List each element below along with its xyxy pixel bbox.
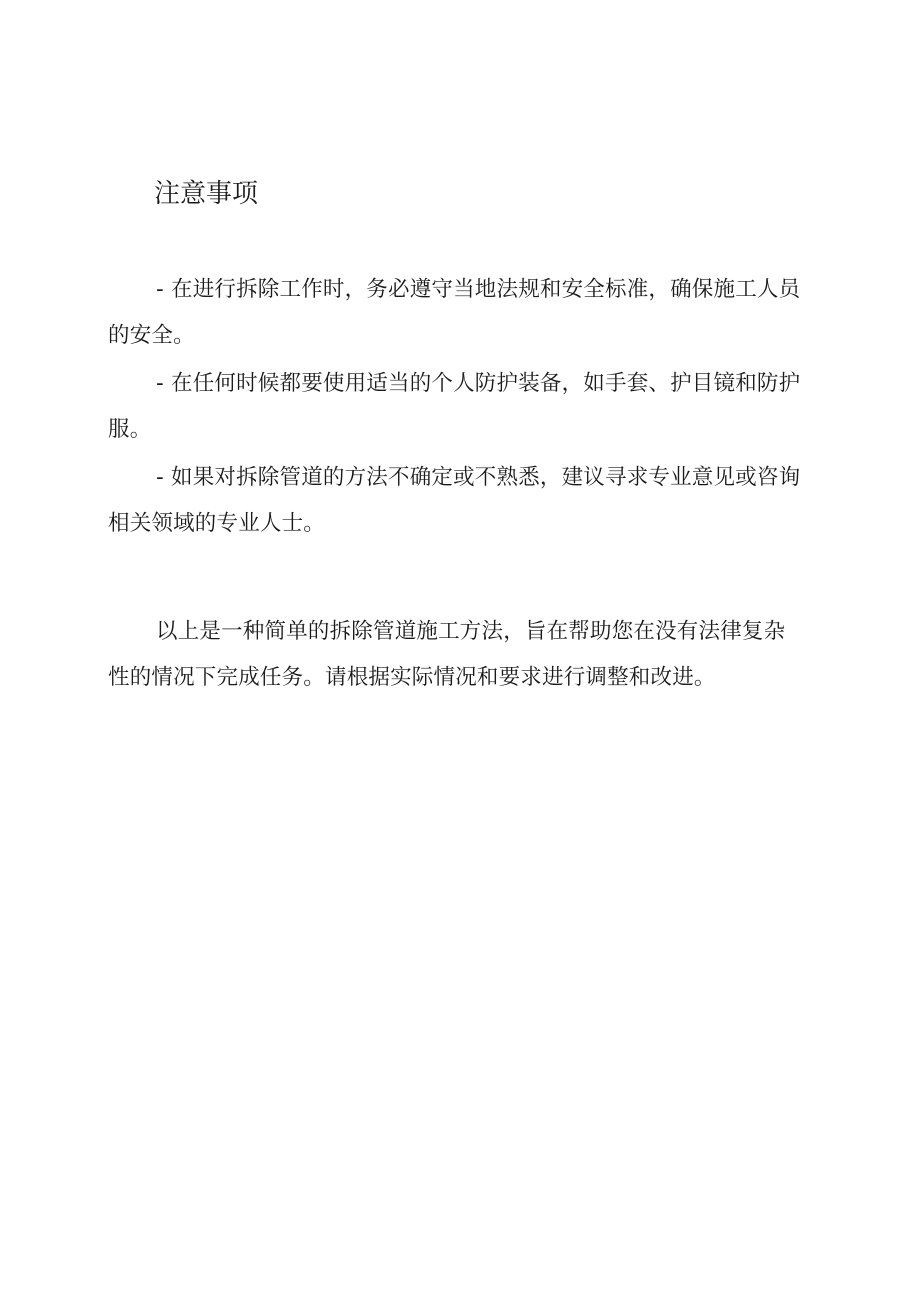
precaution-item: - 如果对拆除管道的方法不确定或不熟悉，建议寻求专业意见或咨询相关领域的专业人士。 xyxy=(108,465,801,536)
section-heading: 注意事项 xyxy=(154,179,259,209)
closing-paragraph: 以上是一种简单的拆除管道施工方法，旨在帮助您在没有法律复杂性的情况下完成任务。请根据实际情况和要求进行调整和改进。 xyxy=(108,619,786,690)
precaution-item: - 在进行拆除工作时，务必遵守当地法规和安全标准，确保施工人员的安全。 xyxy=(108,277,801,348)
precaution-item: - 在任何时候都要使用适当的个人防护装备，如手套、护目镜和防护服。 xyxy=(108,371,801,442)
